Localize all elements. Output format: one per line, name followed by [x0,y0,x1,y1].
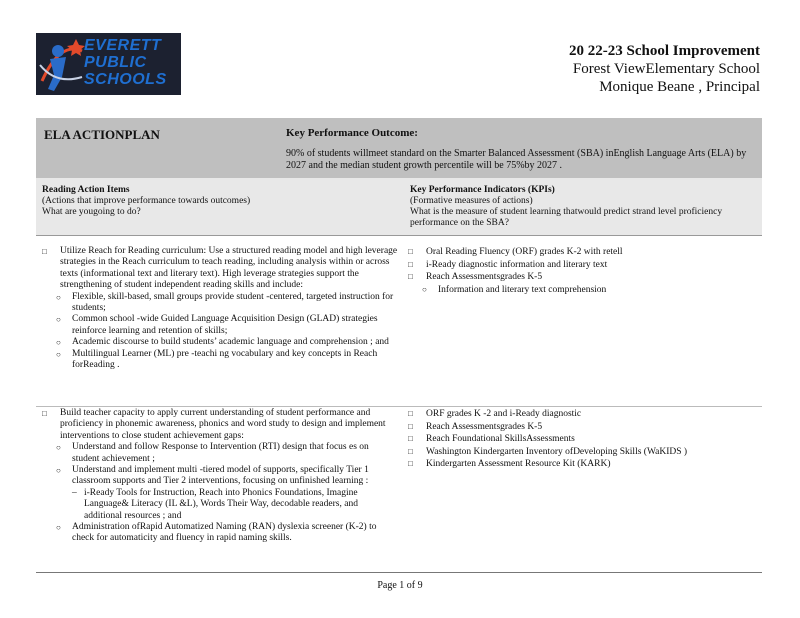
plan-label: ELA ACTIONPLAN [44,127,160,142]
bullet-icon: □ [408,459,413,469]
circle-bullet-icon: ○ [56,338,61,348]
district-logo [36,33,181,95]
action-subitem: ○ Academic discourse to build students’ academic language and comprehension ; and [56,337,389,348]
circle-bullet-icon: ○ [56,292,61,302]
kpi-header [410,185,755,229]
bullet-icon: □ [408,247,413,256]
kpi-item: □ ORF grades K -2 and i-Ready diagnostic [408,409,582,419]
action-subitem: ○ Understand and follow Response to Intervention (RTI) design that focus es on student achievement ; [56,442,369,464]
action-subitem: ○ Multilingual Learner (ML) pre -teachi ng vocabulary and key concepts in Reach forReading . [56,348,378,371]
bullet-icon: □ [408,409,413,418]
circle-bullet-icon: ○ [56,523,61,533]
bullet-icon: □ [42,409,47,418]
circle-bullet-icon: ○ [56,315,61,325]
bullet-icon: □ [408,272,413,282]
bullet-icon: □ [408,259,413,269]
bullet-icon: □ [408,421,413,431]
kpi-item: □ Reach Assessmentsgrades K-5 [408,421,543,432]
plan-banner [36,118,762,178]
page-number: Page 1 of 9 [377,580,423,591]
action-items [42,408,398,545]
kpi-list [408,246,758,296]
action-subitem: ○ Administration ofRapid Automatized Naming (RAN) dyslexia screener (K-2) to check for automaticity and fluency in rapid naming skills. [56,522,377,544]
kpi-item: □ Kindergarten Assessment Resource Kit (KARK) [408,459,611,470]
kpi-item: □ Reach Assessmentsgrades K-5 [408,272,543,283]
bullet-icon: □ [408,446,413,456]
school-name: Forest ViewElementary School [572,61,760,77]
action-item: □ Build teacher capacity to apply current understanding of student performance and proficiency in phonemic awareness, phonics and word study to design and implement interventions to close student achievement gaps: [42,408,386,441]
kpi-list [408,408,758,471]
document-header [569,42,760,96]
bullet-icon: □ [42,247,47,256]
action-subsubitem: – i-Ready Tools for Instruction, Reach into Phonics Foundations, Imagine Language& Literacy (IL &L), Words Their Way, decodable readers, and additional resources ; and [72,487,358,521]
column-header-row [36,178,762,236]
action-items-question: What are yougoing to do? [42,207,141,217]
circle-bullet-icon: ○ [56,443,61,453]
bottom-rule [36,572,762,573]
kpi-title: Key Performance Indicators (KPIs) [410,185,555,195]
logo-wordmark: EVERETT PUBLIC SCHOOLS [84,37,167,88]
kpi-question: What is the measure of student learning thatwould predict strand level proficiency performance on the SBA? [410,207,723,228]
action-subitem: ○ Flexible, skill-based, small groups provide student -centered, targeted instruction for students; [56,291,394,314]
circle-bullet-icon: ○ [422,284,427,294]
action-items [42,246,398,371]
principal-name: Monique Beane , Principal [599,79,760,95]
kpi-item: □ Washington Kindergarten Inventory ofDeveloping Skills (WaKIDS ) [408,446,688,457]
kpi-item: □ Reach Foundational SkillsAssessments [408,434,575,445]
kpi-item: □ i-Ready diagnostic information and literary text [408,259,608,270]
action-items-header [42,185,382,218]
action-plan-body [36,236,762,572]
plan-year-title: 20 22-23 School Improvement [569,43,760,59]
action-item: □ Utilize Reach for Reading curriculum: Use a structured reading model and high leverage strategies in the Reach curriculum to teach reading, including analysis within or across texts (informational text and literary text). High leverage strategies support the strengthening of student independent reading skills and include: [42,246,398,291]
section-divider [36,406,762,407]
kpo-text: 90% of students willmeet standard on the Smarter Balanced Assessment (SBA) inEnglish Language Arts (ELA) by 2027 and the median student growth percentile will be 75%by 2027 . [286,148,747,171]
circle-bullet-icon: ○ [56,349,61,359]
circle-bullet-icon: ○ [56,466,61,476]
action-items-subtitle: (Actions that improve performance towards outcomes) [42,196,251,206]
kpi-subtitle: (Formative measures of actions) [410,196,533,206]
action-subitem: ○ Understand and implement multi -tiered model of supports, specifically Tier 1 classroom supports and Tier 2 interventions, focusing on unfinished learning : [56,465,369,487]
dash-bullet-icon: – [72,487,77,498]
action-items-title: Reading Action Items [42,185,130,195]
kpi-item: □ Oral Reading Fluency (ORF) grades K-2 with retell [408,247,623,257]
action-subitem: ○ Common school -wide Guided Language Acquisition Design (GLAD) strategies reinforce learning and retention of skills; [56,314,378,336]
bullet-icon: □ [408,434,413,444]
kpo-label: Key Performance Outcome: [286,127,418,139]
kpi-subitem: ○ Information and literary text comprehension [422,284,607,295]
